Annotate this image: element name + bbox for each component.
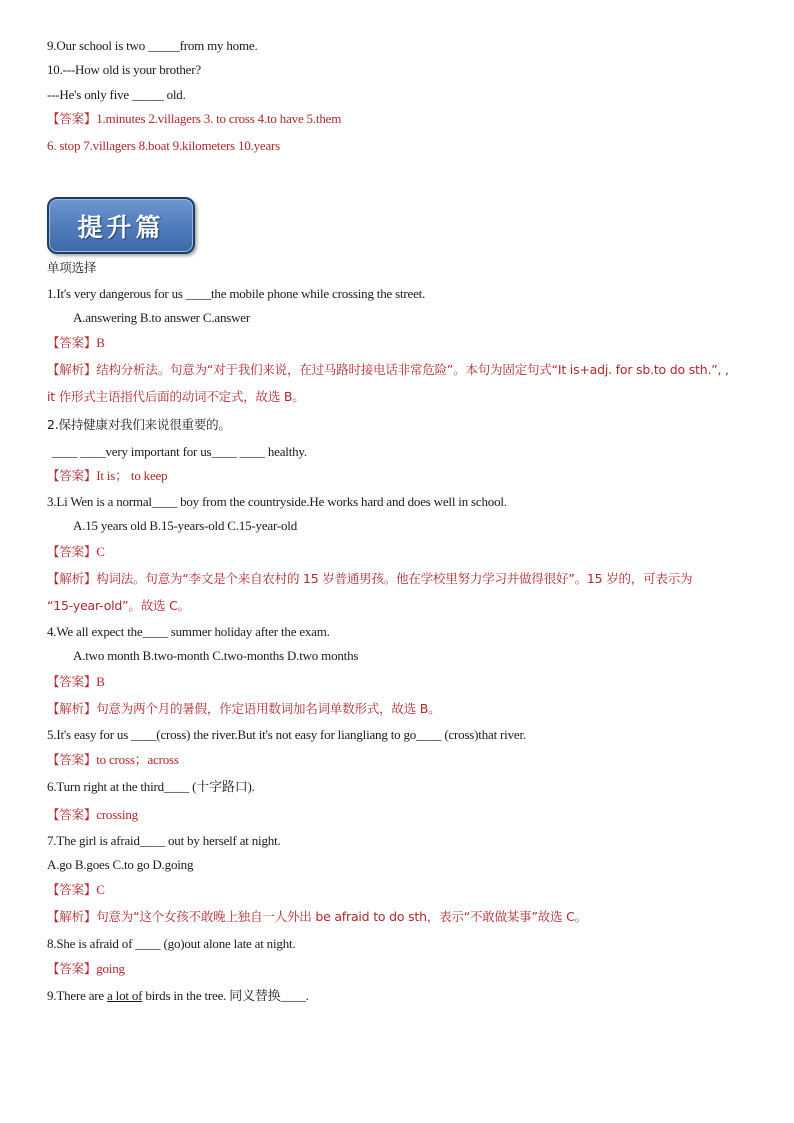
q2-blank: ____ ____very important for us____ ____ healthy. (52, 444, 307, 459)
answer-tag: 【答案】 (47, 335, 97, 350)
answer-tag: 【答案】 (47, 468, 97, 483)
answer-key-values-1: 1.minutes 2.villagers 3. to cross 4.to have 5.them (96, 111, 342, 126)
answer-tag: 【答案】 (47, 961, 97, 976)
q6-answer (47, 806, 138, 824)
question-9-top: 9.Our school is two _____from my home. (47, 38, 258, 53)
q1-answer-value: B (96, 335, 105, 350)
explain-tag: 【解析】 (47, 701, 97, 716)
q4-answer (47, 673, 105, 691)
section-heading: 单项选择 (47, 260, 97, 275)
q1-stem: 1.It's very dangerous for us ____the mobile phone while crossing the street. (47, 286, 426, 301)
q5-answer-value: to cross；across (96, 752, 179, 767)
q5-answer (47, 751, 179, 769)
q4-options: A.two month B.two-month C.two-months D.two months (73, 648, 359, 663)
q6-stem: 6.Turn right at the third____ (十字路口). (47, 779, 255, 794)
q1-explanation-1 (47, 361, 729, 379)
q2-answer (47, 467, 167, 485)
q1-explanation-2: it 作形式主语指代后面的动词不定式，故选 B。 (47, 389, 305, 404)
q8-stem: 8.She is afraid of ____ (go)out alone late at night. (47, 936, 296, 951)
q3-explanation-2: “15-year-old”。故选 C。 (47, 598, 190, 613)
question-10-line-1: 10.---How old is your brother? (47, 62, 201, 77)
q6-answer-value: crossing (96, 807, 138, 822)
q7-answer-value: C (96, 882, 105, 897)
explain-tag: 【解析】 (47, 909, 97, 924)
q1-answer (47, 334, 105, 352)
explain-tag: 【解析】 (47, 362, 97, 377)
q3-explanation-1 (47, 570, 692, 588)
q9-stem-pre: 9.There are (47, 988, 108, 1003)
section-badge-label: 提升篇 (77, 212, 165, 242)
q3-stem: 3.Li Wen is a normal____ boy from the countryside.He works hard and does well in school. (47, 494, 507, 509)
q8-answer (47, 960, 125, 978)
q9-underlined-phrase: a lot of (107, 988, 143, 1003)
q4-explanation (47, 700, 440, 718)
q9-stem-post: birds in the tree. 同义替换____. (142, 988, 309, 1003)
q7-stem: 7.The girl is afraid____ out by herself at night. (47, 833, 281, 848)
section-badge (47, 197, 195, 254)
q7-options: A.go B.goes C.to go D.going (47, 857, 194, 872)
answer-key-line-2: 6. stop 7.villagers 8.boat 9.kilometers 10.years (47, 138, 281, 153)
q5-stem: 5.It's easy for us ____(cross) the river.But it's not easy for liangliang to go____ (cross)that river. (47, 727, 526, 742)
answer-tag: 【答案】 (47, 807, 97, 822)
answer-key-line-1 (47, 110, 341, 128)
q8-answer-value: going (96, 961, 125, 976)
q9-stem (47, 987, 309, 1005)
q3-answer-value: C (96, 544, 105, 559)
q4-answer-value: B (96, 674, 105, 689)
q2-answer-value: It is； to keep (96, 468, 168, 483)
answer-tag: 【答案】 (47, 111, 97, 126)
q4-stem: 4.We all expect the____ summer holiday after the exam. (47, 624, 330, 639)
q7-explanation (47, 908, 587, 926)
answer-tag: 【答案】 (47, 882, 97, 897)
q4-explanation-text: 句意为两个月的暑假，作定语用数词加名词单数形式，故选 B。 (96, 701, 441, 716)
q1-explanation-text-1: 结构分析法。句意为“对于我们来说，在过马路时接电话非常危险”。本句为固定句式“It is+adj. for sb.to do sth.”, , (96, 362, 729, 377)
q3-answer (47, 543, 105, 561)
q7-answer (47, 881, 105, 899)
q3-options: A.15 years old B.15-years-old C.15-year-old (73, 518, 297, 533)
answer-tag: 【答案】 (47, 544, 97, 559)
answer-tag: 【答案】 (47, 674, 97, 689)
q7-explanation-text: 句意为“这个女孩不敢晚上独自一人外出 be afraid to do sth，表示“不敢做某事”故选 C。 (96, 909, 587, 924)
question-10-line-2: ---He's only five _____ old. (47, 87, 186, 102)
q2-stem: 2.保持健康对我们来说很重要的。 (47, 417, 231, 432)
explain-tag: 【解析】 (47, 571, 97, 586)
q3-explanation-text-1: 构词法。句意为“李文是个来自农村的 15 岁普通男孩。他在学校里努力学习并做得很好”。15 岁的，可表示为 (96, 571, 693, 586)
q1-options: A.answering B.to answer C.answer (73, 310, 251, 325)
answer-tag: 【答案】 (47, 752, 97, 767)
